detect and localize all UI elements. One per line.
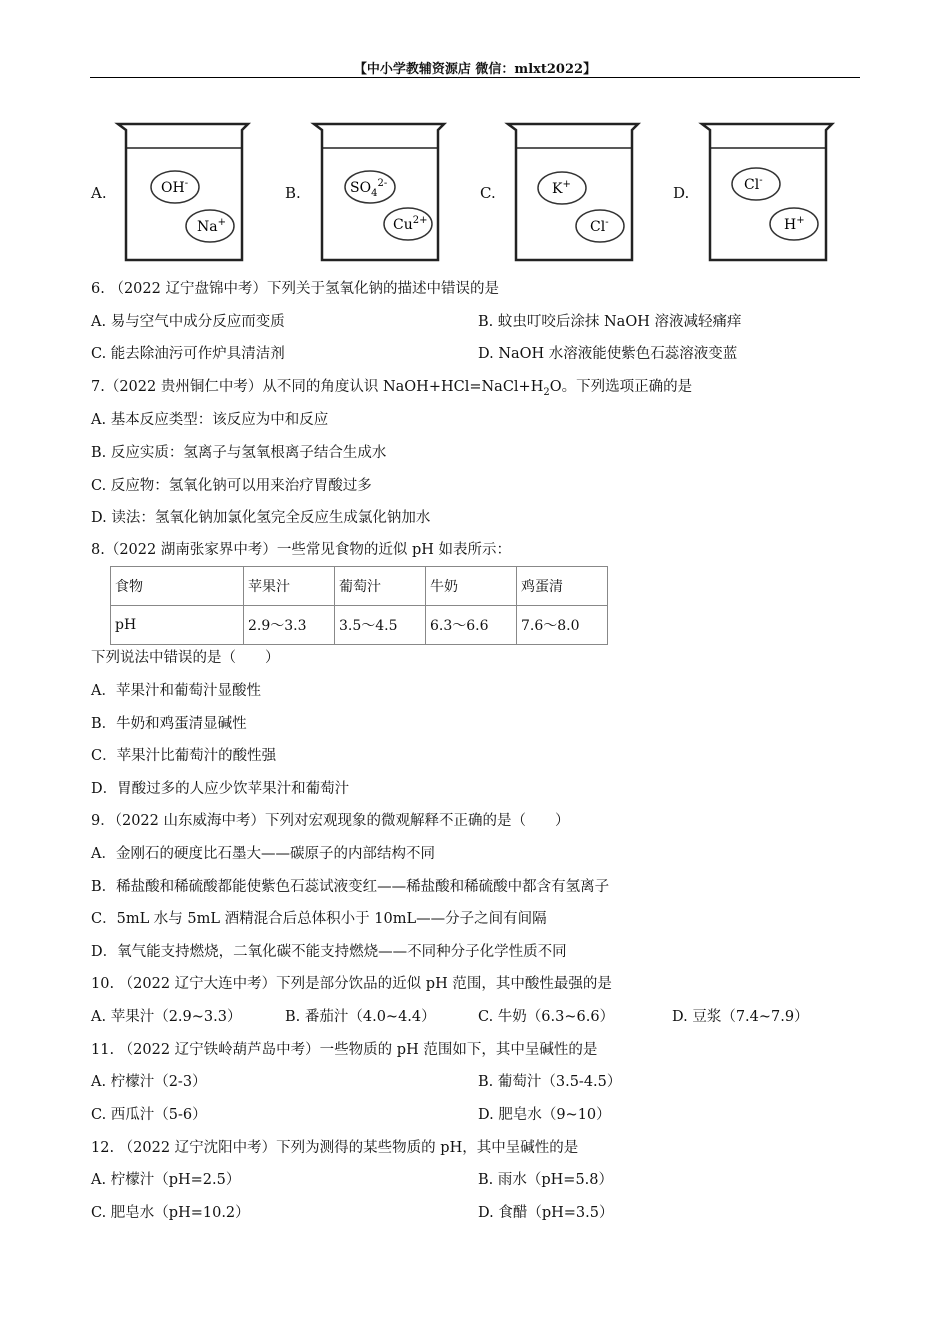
header-rule [90,77,860,78]
q8-option-b: B．牛奶和鸡蛋清显碱性 [91,716,247,732]
q12-stem: 12. （2022 辽宁沈阳中考）下列为测得的某些物质的 pH，其中呈碱性的是 [91,1140,579,1156]
table-cell: 2.9～3.3 [244,606,335,645]
page-header: 【中小学教辅资源店 微信：mlxt2022】 [353,62,597,77]
ion-cu-label: $Cu^{2+}$ [393,215,428,233]
table-cell: pH [111,606,244,645]
q11-option-d: D. 肥皂水（9~10） [478,1107,611,1123]
q11-option-b: B. 葡萄汁（3.5-4.5） [478,1074,622,1090]
q9-stem: 9．（2022 山东威海中考）下列对宏观现象的微观解释不正确的是（ ） [91,813,570,829]
table-cell: 鸡蛋清 [517,567,608,606]
beaker-c-label: C. [480,184,496,202]
ion-na-label: Na+ [197,217,226,235]
q6-option-c: C. 能去除油污可作炉具清洁剂 [91,346,285,362]
q7-option-a: A. 基本反应类型：该反应为中和反应 [91,412,329,428]
q10-option-c: C. 牛奶（6.3~6.6） [478,1009,615,1025]
q6-option-a: A. 易与空气中成分反应而变质 [91,314,285,330]
q10-option-d: D. 豆浆（7.4~7.9） [672,1009,809,1025]
q12-option-d: D. 食醋（pH=3.5） [478,1205,614,1221]
q10-option-b: B. 番茄汁（4.0~4.4） [285,1009,436,1025]
q9-option-c: C．5mL 水与 5mL 酒精混合后总体积小于 10mL——分子之间有间隔 [91,911,547,927]
ion-k-label: K+ [552,179,571,197]
q11-option-a: A. 柠檬汁（2-3） [91,1074,207,1090]
q8-prompt: 下列说法中错误的是（ ） [91,650,280,666]
q7-option-b: B. 反应实质：氢离子与氢氧根离子结合生成水 [91,445,387,461]
beaker-a [114,120,252,262]
beaker-d [698,120,836,262]
q6-stem: 6. （2022 辽宁盘锦中考）下列关于氢氧化钠的描述中错误的是 [91,281,499,297]
table-cell: 苹果汁 [244,567,335,606]
table-cell: 食物 [111,567,244,606]
beaker-a-label: A. [91,184,107,202]
q9-option-d: D．氧气能支持燃烧，二氧化碳不能支持燃烧——不同种分子化学性质不同 [91,944,567,960]
beaker-b [310,120,448,262]
beaker-c [504,120,642,262]
q6-option-d: D. NaOH 水溶液能使紫色石蕊溶液变蓝 [478,346,738,362]
q8-option-d: D．胃酸过多的人应少饮苹果汁和葡萄汁 [91,781,350,797]
ion-cl-label: Cl- [590,217,609,235]
q8-option-a: A．苹果汁和葡萄汁显酸性 [91,683,261,699]
q7-stem: 7.（2022 贵州铜仁中考）从不同的角度认识 $NaOH+HCl=NaCl+H_2O$。下列选项正确的是 [91,379,693,398]
q9-option-a: A．金刚石的硬度比石墨大——碳原子的内部结构不同 [91,846,435,862]
q10-stem: 10. （2022 辽宁大连中考）下列是部分饮品的近似 pH 范围，其中酸性最强的是 [91,976,612,992]
q12-option-a: A. 柠檬汁（pH=2.5） [91,1172,241,1188]
ion-so4-label: $SO_4^{2-}$ [350,178,388,199]
table-cell: 葡萄汁 [335,567,426,606]
beaker-b-label: B. [285,184,301,202]
q6-option-b: B. 蚊虫叮咬后涂抹 NaOH 溶液减轻痛痒 [478,314,742,330]
q9-option-b: B．稀盐酸和稀硫酸都能使紫色石蕊试液变红——稀盐酸和稀硫酸中都含有氢离子 [91,879,610,895]
table-row [111,567,608,606]
ion-cl-label: Cl- [744,175,763,193]
q7-option-c: C. 反应物：氢氧化钠可以用来治疗胃酸过多 [91,478,372,494]
table-cell: 3.5～4.5 [335,606,426,645]
q12-option-b: B. 雨水（pH=5.8） [478,1172,614,1188]
q8-option-c: C．苹果汁比葡萄汁的酸性强 [91,748,277,764]
q11-option-c: C. 西瓜汁（5-6） [91,1107,207,1123]
table-cell: 7.6～8.0 [517,606,608,645]
q8-stem: 8.（2022 湖南张家界中考）一些常见食物的近似 pH 如表所示： [91,542,511,558]
table-row [111,606,608,645]
ph-table [110,566,608,645]
q12-option-c: C. 肥皂水（pH=10.2） [91,1205,250,1221]
q11-stem: 11. （2022 辽宁铁岭葫芦岛中考）一些物质的 pH 范围如下，其中呈碱性的是 [91,1042,598,1058]
ion-oh-label: OH- [161,178,189,196]
ion-h-label: H+ [784,215,805,233]
q10-option-a: A. 苹果汁（2.9~3.3） [91,1009,242,1025]
beaker-d-label: D. [673,184,690,202]
table-cell: 牛奶 [426,567,517,606]
table-cell: 6.3～6.6 [426,606,517,645]
q7-option-d: D. 读法：氢氧化钠加氯化氢完全反应生成氯化钠加水 [91,510,431,526]
